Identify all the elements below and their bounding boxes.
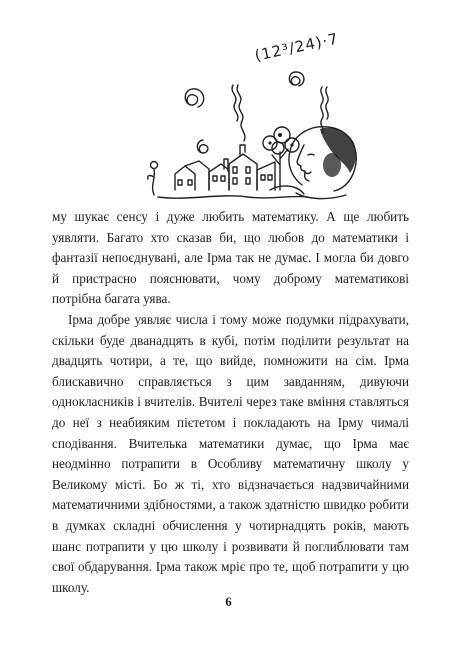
page-number: 6 [225, 594, 232, 609]
math-formula: (12³/24)·7 [253, 29, 341, 65]
illustration [120, 25, 360, 210]
girl-dreaming-town-drawing [120, 25, 360, 210]
paragraph: му шукає сенсу і дуже любить математику. А ще любить уявляти. Багато хто сказав би, що любов до математики і фантазії непоєднувані, але Ірма так не думає. І могла би довго й пристрасно пояснювати, чому доброму математикові потрібна багата уява. [52, 209, 409, 307]
body-text [52, 207, 409, 598]
paragraph: Ірма добре уявляє числа і тому може подумки підрахувати, скільки буде дванадцять в кубі, потім поділити результат на двадцять чотири, а те, що вийде, помножити на сім. Ірма блискавично справляється з цим завданням, дивуючи однокласників і вчителів. Вчителі через таке вміння ставляться до неї з неабияким пієтетом і покладають на Ірму чималі сподівання. Вчителька математики думає, що Ірма має неодмінно потрапити в Особливу математичну школу у Великому місті. Бо ж ті, хто відзначається надзвичайними математичними здібностями, а також здатністю швидко робити в думках складні обчислення у чотирнадцять років, мають шанс потрапити у цю школу і розвивати й поглиблювати там свої обдарування. Ірма також мріє про те, щоб потрапити у цю школу. [52, 311, 409, 595]
